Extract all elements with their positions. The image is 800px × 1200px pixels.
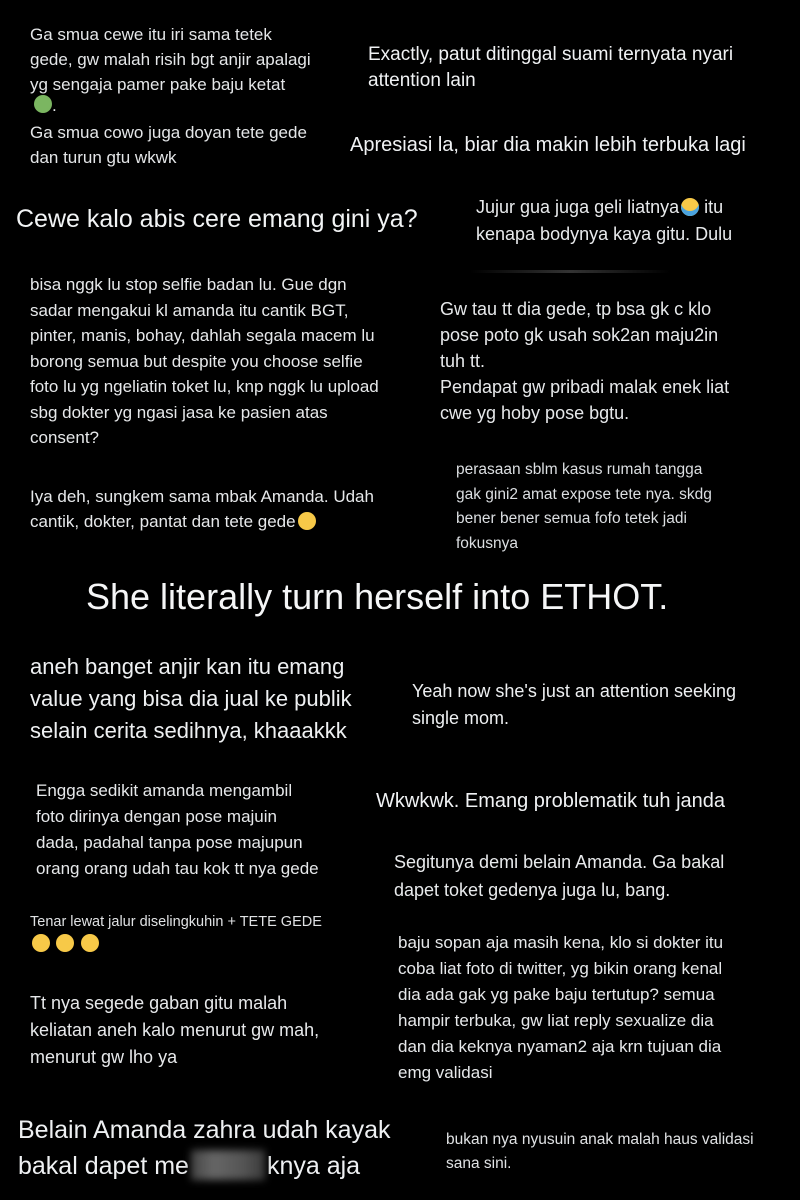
comment-9: [30, 484, 374, 534]
rolling-on-floor-laughing-icon: [81, 934, 99, 952]
comment-5: Cewe kalo abis cere emang gini ya?: [16, 205, 418, 233]
comment-9-text: Iya deh, sungkem sama mbak Amanda. Udah cantik, dokter, pantat dan tete gede: [30, 487, 374, 531]
comment-14: Engga sedikit amanda mengambil foto dirinya dengan pose majuin dada, padahal tanpa pose majupun orang orang udah tau kok tt nya gede: [36, 781, 319, 878]
rolling-on-floor-laughing-icon: [32, 934, 50, 952]
comment-16: Segitunya demi belain Amanda. Ga bakal dapet toket gedenya juga lu, bang.: [394, 852, 725, 900]
comment-20: [18, 1112, 390, 1184]
pleading-face-icon: [298, 512, 316, 530]
comment-1: Ga smua cewe itu iri sama tetek gede, gw malah risih bgt anjir apalagi yg sengaja pamer pake baju ketat: [30, 25, 311, 94]
comment-2: Ga smua cowo juga doyan tete gede dan turun gtu wkwk: [30, 123, 307, 167]
comment-6-part-1: Jujur gua juga geli liatnya: [476, 197, 680, 217]
comment-12: aneh banget anjir kan itu emang value yang bisa dia jual ke publik selain cerita sedihnya, khaaakkk: [30, 654, 352, 743]
comment-7: bisa nggk lu stop selfie badan lu. Gue dgn sadar mengakui kl amanda itu cantik BGT, pinter, manis, bohay, dahlah segala macem lu borong semua but despite you choose selfie foto lu yg ngeliatin toket lu, knp nggk lu upload sbg dokter yg ngasi jasa ke pasien atas consent?: [30, 275, 379, 447]
comment-4: Apresiasi la, biar dia makin lebih terbuka lagi: [350, 134, 746, 156]
divider: [470, 270, 670, 273]
comment-6: [476, 194, 732, 248]
comment-10: perasaan sblm kasus rumah tangga gak gini2 amat expose tete nya. skdg bener bener semua fofo tetek jadi fokusnya: [456, 461, 712, 552]
loudly-crying-face-icon: [681, 198, 699, 216]
comment-13: Yeah now she's just an attention seeking single mom.: [412, 681, 736, 728]
comment-17: Tenar lewat jalur diselingkuhin + TETE GEDE: [30, 914, 322, 930]
comment-1-dot: .: [52, 96, 57, 115]
comment-3: Exactly, patut ditinggal suami ternyata nyari attention lain: [368, 44, 734, 91]
rolling-on-floor-laughing-icon: [56, 934, 74, 952]
comment-20-part-2: knya aja: [266, 1152, 361, 1180]
comment-21: bukan nya nyusuin anak malah haus validasi sana sini.: [446, 1131, 754, 1172]
censor-blur: [191, 1150, 265, 1180]
comment-6-part-2: itu kenapa bodynya kaya gitu. Dulu: [476, 197, 733, 244]
laughing-emoji-row: [30, 934, 99, 954]
comment-15: Wkwkwk. Emang problematik tuh janda: [376, 790, 726, 812]
nauseated-face-icon: [34, 95, 52, 113]
comment-20-part-1: Belain Amanda zahra udah kayak bakal dapet me: [18, 1116, 391, 1180]
comment-18: baju sopan aja masih kena, klo si dokter itu coba liat foto di twitter, yg bikin orang kenal dia ada gak yg pake baju tertutup? semua hampir terbuka, gw liat reply sexualize dia dan dia keknya nyaman2 aja krn tujuan dia emg validasi: [398, 933, 724, 1082]
comment-19: Tt nya segede gaban gitu malah keliatan aneh kalo menurut gw mah, menurut gw lho ya: [30, 993, 320, 1067]
comment-11: She literally turn herself into ETHOT.: [86, 576, 669, 617]
comment-8: Gw tau tt dia gede, tp bsa gk c klo pose poto gk usah sok2an maju2in tuh tt. Pendapat gw pribadi malak enek liat cwe yg hoby pose bgtu.: [440, 299, 730, 423]
